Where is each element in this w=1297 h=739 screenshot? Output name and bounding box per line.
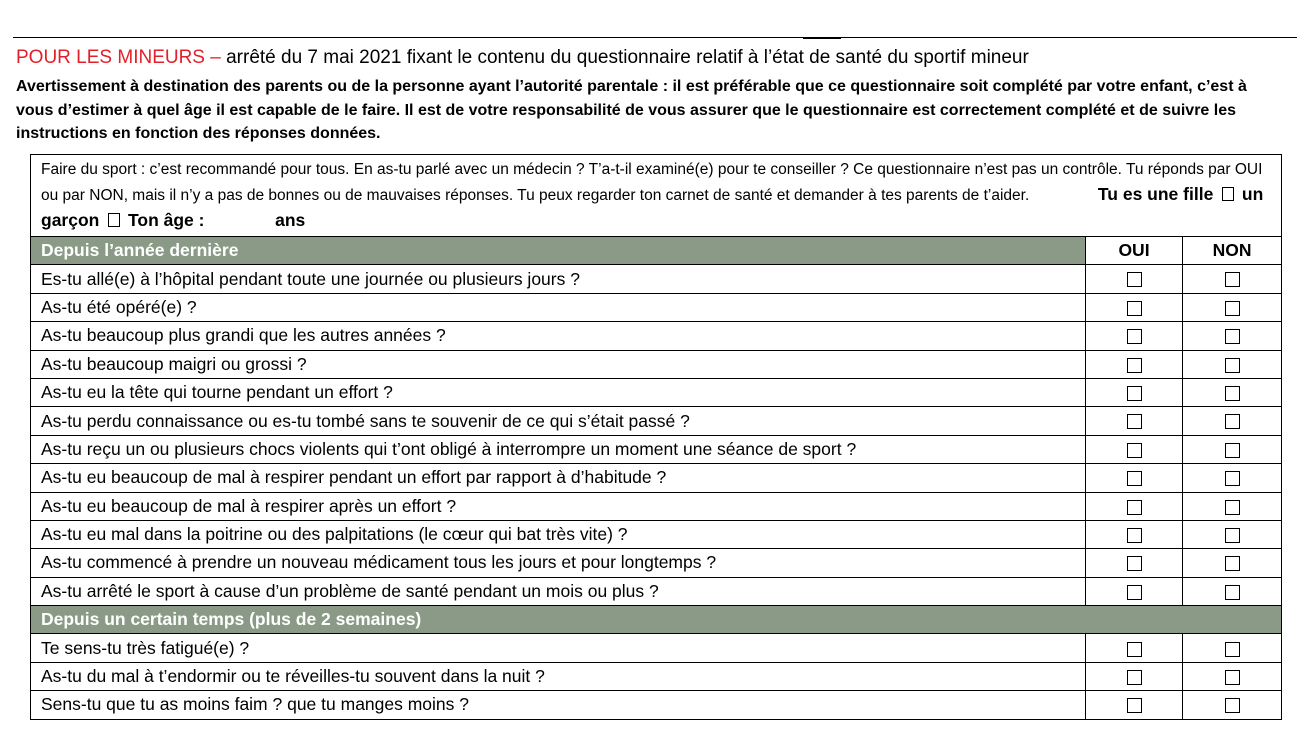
girl-label: Tu es une fille	[1097, 184, 1214, 204]
answer-cell-no	[1183, 265, 1282, 293]
title-decree: arrêté du 7 mai 2021 fixant le contenu du questionnaire relatif à l’état de santé du sportif mineur	[220, 47, 1029, 68]
no-checkbox[interactable]	[1225, 272, 1240, 287]
question-row	[31, 492, 1282, 520]
answer-cell-yes	[1086, 577, 1183, 605]
answer-cell-no	[1183, 322, 1282, 350]
question-text: As-tu eu beaucoup de mal à respirer après un effort ?	[31, 492, 1086, 520]
answer-cell-yes	[1086, 492, 1183, 520]
no-checkbox[interactable]	[1225, 301, 1240, 316]
age-label: Ton âge :	[127, 210, 205, 230]
intro-text: Faire du sport : c’est recommandé pour tous. En as-tu parlé avec un médecin ? T’a-t-il examiné(e) pour te conseiller ? Ce questionnaire n’est pas un contrôle. Tu réponds par OUI ou par NON, mais il n’y a pas de bonnes ou de mauvaises réponses. Tu peux regarder ton carnet de santé et demander à tes parents de t’aider.	[41, 161, 1263, 204]
question-text: As-tu du mal à t’endormir ou te réveilles-tu souvent dans la nuit ?	[31, 662, 1086, 690]
answer-cell-no	[1183, 492, 1282, 520]
intro-cell	[31, 155, 1282, 237]
no-checkbox[interactable]	[1225, 443, 1240, 458]
question-text: As-tu été opéré(e) ?	[31, 293, 1086, 321]
question-text: As-tu arrêté le sport à cause d’un problème de santé pendant un mois ou plus ?	[31, 577, 1086, 605]
yes-checkbox[interactable]	[1127, 585, 1142, 600]
question-text: Sens-tu que tu as moins faim ? que tu manges moins ?	[31, 691, 1086, 719]
no-checkbox[interactable]	[1225, 670, 1240, 685]
question-row	[31, 520, 1282, 548]
answer-cell-yes	[1086, 464, 1183, 492]
yes-checkbox[interactable]	[1127, 443, 1142, 458]
answer-cell-no	[1183, 350, 1282, 378]
question-text: As-tu reçu un ou plusieurs chocs violents qui t’ont obligé à interrompre un moment une séance de sport ?	[31, 435, 1086, 463]
no-checkbox[interactable]	[1225, 500, 1240, 515]
answer-cell-yes	[1086, 378, 1183, 406]
yes-checkbox[interactable]	[1127, 698, 1142, 713]
top-rule-segment	[803, 38, 841, 39]
answer-cell-yes	[1086, 293, 1183, 321]
answer-cell-no	[1183, 435, 1282, 463]
no-checkbox[interactable]	[1225, 556, 1240, 571]
page-title	[16, 47, 1029, 69]
answer-cell-yes	[1086, 265, 1183, 293]
intro-row	[31, 155, 1282, 237]
no-checkbox[interactable]	[1225, 698, 1240, 713]
age-unit: ans	[275, 210, 306, 230]
question-row	[31, 322, 1282, 350]
yes-checkbox[interactable]	[1127, 358, 1142, 373]
no-checkbox[interactable]	[1225, 386, 1240, 401]
question-row	[31, 378, 1282, 406]
column-header-no: NON	[1183, 237, 1282, 265]
yes-checkbox[interactable]	[1127, 414, 1142, 429]
girl-checkbox[interactable]	[1222, 187, 1234, 201]
answer-cell-yes	[1086, 322, 1183, 350]
answer-cell-yes	[1086, 549, 1183, 577]
yes-checkbox[interactable]	[1127, 670, 1142, 685]
question-row	[31, 549, 1282, 577]
yes-checkbox[interactable]	[1127, 301, 1142, 316]
question-row	[31, 662, 1282, 690]
answer-cell-yes	[1086, 662, 1183, 690]
boy-checkbox[interactable]	[108, 213, 120, 227]
answer-cell-yes	[1086, 435, 1183, 463]
section-header-row	[31, 237, 1282, 265]
yes-checkbox[interactable]	[1127, 556, 1142, 571]
question-text: As-tu eu mal dans la poitrine ou des palpitations (le cœur qui bat très vite) ?	[31, 520, 1086, 548]
answer-cell-no	[1183, 662, 1282, 690]
answer-cell-no	[1183, 634, 1282, 662]
no-checkbox[interactable]	[1225, 471, 1240, 486]
yes-checkbox[interactable]	[1127, 471, 1142, 486]
answer-cell-no	[1183, 464, 1282, 492]
parent-warning: Avertissement à destination des parents ou de la personne ayant l’autorité parentale : il est préférable que ce questionnaire soit complété par votre enfant, c’est à vous d’estimer à quel âge il est capable de le faire. Il est de votre responsabilité de vous assurer que le questionnaire est correctement complété et de suivre les instructions en fonction des réponses données.	[16, 78, 1247, 142]
question-text: As-tu perdu connaissance ou es-tu tombé sans te souvenir de ce qui s’était passé ?	[31, 407, 1086, 435]
answer-cell-no	[1183, 691, 1282, 719]
answer-cell-no	[1183, 549, 1282, 577]
answer-cell-yes	[1086, 634, 1183, 662]
question-row	[31, 265, 1282, 293]
section-header-row	[31, 606, 1282, 634]
no-checkbox[interactable]	[1225, 528, 1240, 543]
answer-cell-yes	[1086, 350, 1183, 378]
answer-cell-yes	[1086, 407, 1183, 435]
question-row	[31, 634, 1282, 662]
answer-cell-no	[1183, 378, 1282, 406]
question-row	[31, 435, 1282, 463]
no-checkbox[interactable]	[1225, 358, 1240, 373]
yes-checkbox[interactable]	[1127, 500, 1142, 515]
section-title: Depuis l’année dernière	[31, 237, 1086, 265]
answer-cell-no	[1183, 407, 1282, 435]
question-text: Te sens-tu très fatigué(e) ?	[31, 634, 1086, 662]
question-text: As-tu commencé à prendre un nouveau médicament tous les jours et pour longtemps ?	[31, 549, 1086, 577]
yes-checkbox[interactable]	[1127, 528, 1142, 543]
title-minors: POUR LES MINEURS –	[16, 47, 221, 68]
yes-checkbox[interactable]	[1127, 386, 1142, 401]
question-text: As-tu beaucoup maigri ou grossi ?	[31, 350, 1086, 378]
question-text: As-tu eu beaucoup de mal à respirer pendant un effort par rapport à d’habitude ?	[31, 464, 1086, 492]
question-row	[31, 691, 1282, 719]
no-checkbox[interactable]	[1225, 642, 1240, 657]
column-header-yes: OUI	[1086, 237, 1183, 265]
answer-cell-yes	[1086, 520, 1183, 548]
question-text: As-tu beaucoup plus grandi que les autres années ?	[31, 322, 1086, 350]
yes-checkbox[interactable]	[1127, 642, 1142, 657]
question-row	[31, 464, 1282, 492]
question-text: Es-tu allé(e) à l’hôpital pendant toute une journée ou plusieurs jours ?	[31, 265, 1086, 293]
no-checkbox[interactable]	[1225, 329, 1240, 344]
question-row	[31, 350, 1282, 378]
question-row	[31, 577, 1282, 605]
question-text: As-tu eu la tête qui tourne pendant un effort ?	[31, 378, 1086, 406]
health-questionnaire-table	[30, 154, 1282, 720]
yes-checkbox[interactable]	[1127, 272, 1142, 287]
answer-cell-no	[1183, 577, 1282, 605]
yes-checkbox[interactable]	[1127, 329, 1142, 344]
question-row	[31, 407, 1282, 435]
boy-label: un garçon	[41, 184, 1264, 230]
no-checkbox[interactable]	[1225, 585, 1240, 600]
section-title: Depuis un certain temps (plus de 2 semaines)	[31, 606, 1282, 634]
answer-cell-yes	[1086, 691, 1183, 719]
top-rule	[13, 37, 1297, 38]
no-checkbox[interactable]	[1225, 414, 1240, 429]
answer-cell-no	[1183, 520, 1282, 548]
question-row	[31, 293, 1282, 321]
answer-cell-no	[1183, 293, 1282, 321]
